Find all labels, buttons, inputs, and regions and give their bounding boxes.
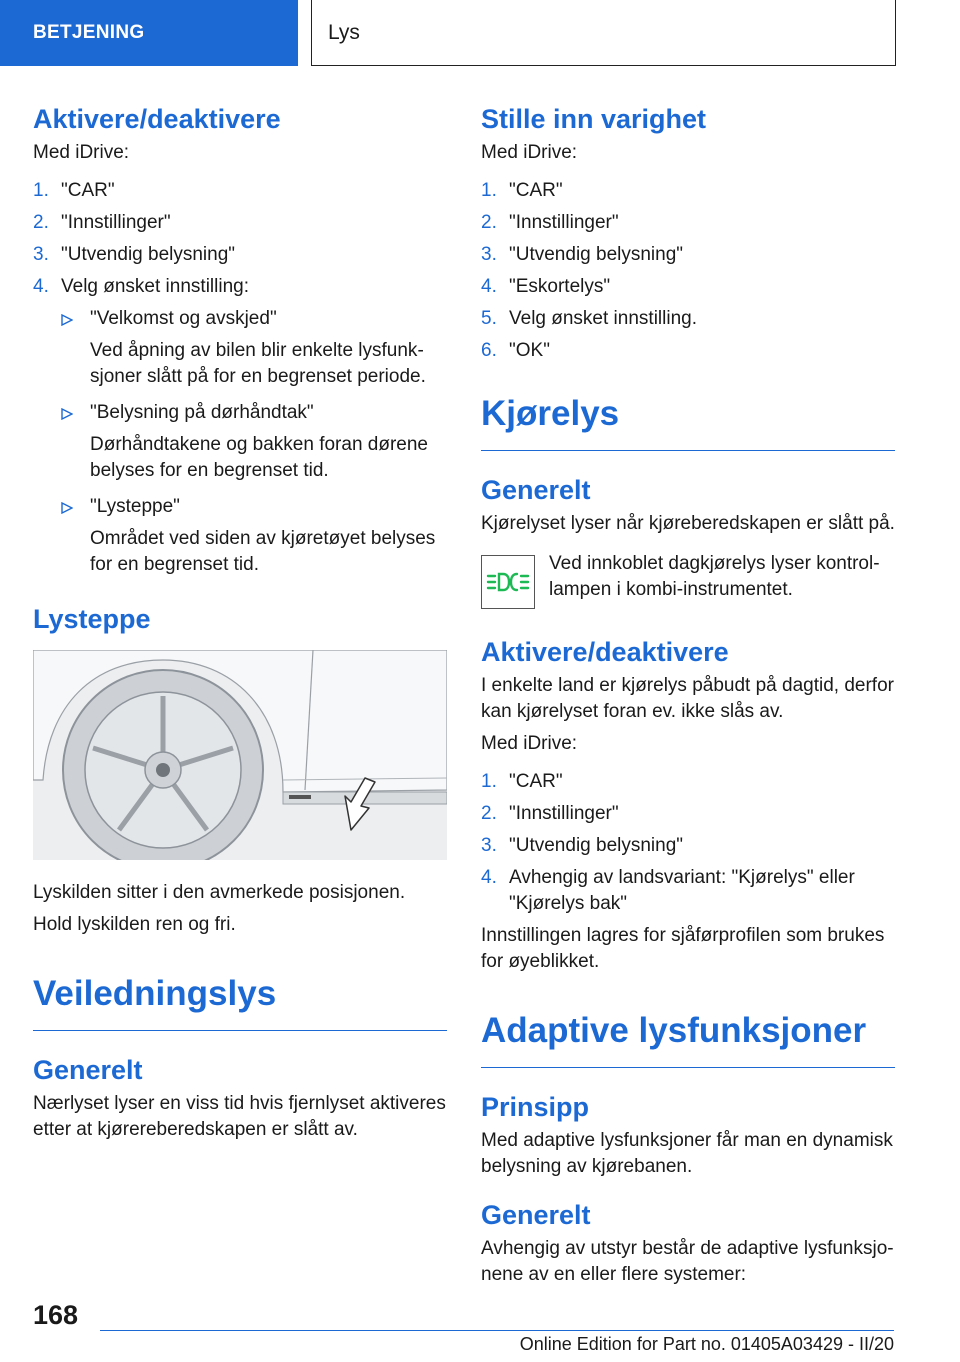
list-item	[33, 400, 447, 484]
indicator-note	[481, 551, 895, 609]
step-text: "Innstillinger"	[509, 803, 619, 824]
step-number: 3.	[33, 244, 49, 265]
veiledningslys-generelt-text: Nærlyset lyser en viss tid hvis fjernlyset aktiveres etter at kjørereberedskapen er slått av.	[33, 1093, 446, 1140]
varighet-intro: Med iDrive:	[481, 142, 578, 163]
activate-heading: Aktivere/deaktivere	[33, 104, 281, 134]
list-item	[481, 801, 895, 827]
list-item	[33, 210, 447, 236]
step-number: 1.	[33, 180, 49, 201]
list-item	[481, 833, 895, 859]
option-description: Ved åpning av bilen blir enkelte lysfunksjoner slått på for en begrenset periode.	[90, 340, 426, 387]
veiledningslys-heading: Veiledningslys	[33, 970, 447, 1031]
list-item	[481, 865, 895, 917]
section-tab[interactable]: BETJENING	[0, 0, 298, 66]
kjorelys-generelt-text: Kjørelyset lyser når kjøreberedskapen er slått på.	[481, 513, 895, 534]
list-item	[33, 306, 447, 390]
adaptive-generelt-heading: Generelt	[481, 1200, 591, 1230]
adaptive-heading: Adaptive lysfunksjoner	[481, 1007, 895, 1068]
step-text: "Innstillinger"	[509, 212, 619, 233]
option-description: Området ved siden av kjøretøyet belyses for en begrenset tid.	[90, 528, 436, 575]
chapter-title: Lys	[311, 0, 896, 66]
step-text: "CAR"	[509, 180, 563, 201]
lysteppe-heading: Lysteppe	[33, 604, 151, 634]
triangle-bullet-icon	[33, 306, 90, 390]
lysteppe-caption: Hold lyskilden ren og fri.	[33, 914, 236, 935]
step-text: "OK"	[509, 340, 550, 361]
veiledningslys-generelt-heading: Generelt	[33, 1055, 143, 1085]
page-number: 168	[33, 1300, 79, 1330]
step-text: Velg ønsket innstilling.	[509, 308, 697, 329]
daytime-running-light-icon	[481, 555, 535, 609]
list-item	[481, 338, 895, 364]
varighet-heading: Stille inn varighet	[481, 104, 707, 134]
step-text: "Innstillinger"	[61, 212, 171, 233]
option-description: Dørhåndtakene og bakken foran dørene belyses for en begrenset tid.	[90, 434, 428, 481]
step-number: 2.	[481, 212, 497, 233]
step-text: Avhengig av landsvariant: "Kjørelys" eller "Kjørelys bak"	[509, 867, 855, 914]
triangle-bullet-icon	[33, 400, 90, 484]
list-item	[481, 178, 895, 204]
step-number: 5.	[481, 308, 497, 329]
kjorelys-steps	[481, 769, 895, 917]
list-item	[33, 242, 447, 268]
option-label: "Belysning på dørhåndtak"	[90, 402, 314, 423]
step-text: "Eskortelys"	[509, 276, 611, 297]
activate-steps	[33, 178, 447, 300]
footer-divider	[100, 1330, 894, 1331]
kjorelys-activate-heading: Aktivere/deaktivere	[481, 637, 729, 667]
triangle-bullet-icon	[33, 494, 90, 578]
activate-intro: Med iDrive:	[33, 142, 130, 163]
kjorelys-activate-text: I enkelte land er kjørelys påbudt på dagtid, derfor kan kjørelyset foran ev. ikke slås av.	[481, 675, 894, 722]
edition-note: Online Edition for Part no. 01405A03429 - II/20	[519, 1334, 894, 1354]
adaptive-generelt-text: Avhengig av utstyr består de adaptive lysfunksjonene av en eller flere systemer:	[481, 1238, 894, 1285]
lysteppe-caption: Lyskilden sitter i den avmerkede posisjonen.	[33, 882, 406, 903]
step-text: "Utvendig belysning"	[509, 244, 684, 265]
right-column	[481, 100, 895, 1288]
step-text: "Utvendig belysning"	[509, 835, 684, 856]
car-wheel-illustration	[33, 650, 447, 860]
list-item	[33, 274, 447, 300]
prinsipp-heading: Prinsipp	[481, 1092, 590, 1122]
list-item	[481, 306, 895, 332]
list-item	[481, 210, 895, 236]
option-list	[33, 306, 447, 578]
step-number: 4.	[481, 276, 497, 297]
step-number: 2.	[33, 212, 49, 233]
step-number: 2.	[481, 803, 497, 824]
kjorelys-intro: Med iDrive:	[481, 733, 578, 754]
kjorelys-generelt-heading: Generelt	[481, 475, 591, 505]
option-label: "Lysteppe"	[90, 496, 180, 517]
list-item	[481, 274, 895, 300]
step-text: Velg ønsket innstilling:	[61, 276, 249, 297]
kjorelys-heading: Kjørelys	[481, 390, 895, 451]
list-item	[481, 242, 895, 268]
step-number: 4.	[481, 867, 497, 888]
prinsipp-text: Med adaptive lysfunksjoner får man en dynamisk belysning av kjørebanen.	[481, 1130, 893, 1177]
kjorelys-note: Innstillingen lagres for sjåførprofilen som brukes for øyeblikket.	[481, 925, 885, 972]
varighet-steps	[481, 178, 895, 364]
step-number: 3.	[481, 244, 497, 265]
step-text: "CAR"	[509, 771, 563, 792]
list-item	[33, 178, 447, 204]
step-number: 6.	[481, 340, 497, 361]
indicator-note-text: Ved innkoblet dagkjørelys lyser kontrollampen i kombi-instrumentet.	[549, 553, 880, 600]
step-number: 1.	[481, 771, 497, 792]
step-number: 1.	[481, 180, 497, 201]
step-text: "Utvendig belysning"	[61, 244, 236, 265]
step-number: 3.	[481, 835, 497, 856]
list-item	[33, 494, 447, 578]
list-item	[481, 769, 895, 795]
left-column	[33, 100, 447, 1143]
step-text: "CAR"	[61, 180, 115, 201]
option-label: "Velkomst og avskjed"	[90, 308, 277, 329]
step-number: 4.	[33, 276, 49, 297]
